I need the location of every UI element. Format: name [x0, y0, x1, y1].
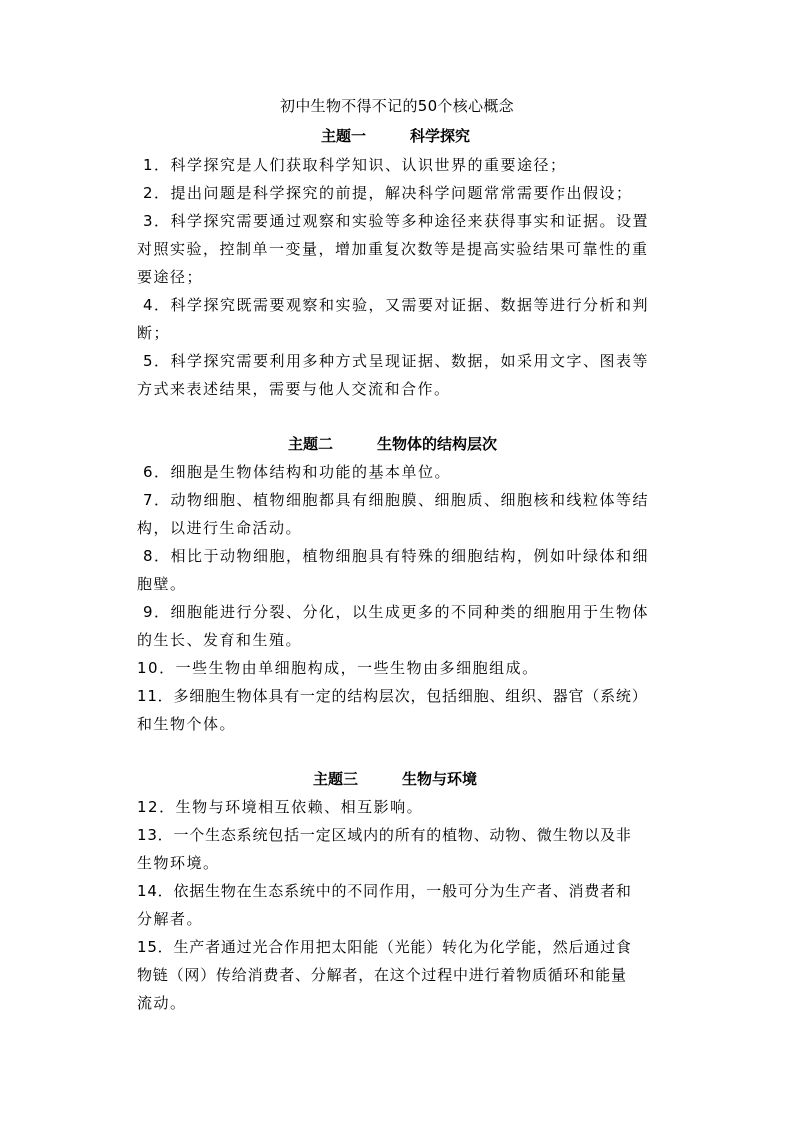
section-number: 主题三 [313, 770, 359, 788]
paragraph-line: 1．科学探究是人们获取科学知识、认识世界的重要途径； [143, 156, 567, 174]
paragraph-line: 断； [137, 324, 171, 342]
paragraph-line: 8．相比于动物细胞，植物细胞具有特殊的细胞结构，例如叶绿体和细 [143, 547, 650, 565]
section-heading-1 [321, 126, 470, 146]
section-name: 生物与环境 [402, 770, 478, 788]
paragraph-line: 胞壁。 [137, 575, 187, 593]
paragraph-line: 分解者。 [137, 910, 204, 928]
paragraph-line: 10．一些生物由单细胞构成，一些生物由多细胞组成。 [137, 659, 539, 677]
document-title: 初中生物不得不记的50个核心概念 [280, 97, 514, 115]
section-heading-2 [288, 434, 497, 454]
paragraph-line: 2．提出问题是科学探究的前提，解决科学问题常常需要作出假设； [143, 184, 633, 202]
section-number: 主题一 [321, 127, 367, 145]
paragraph-line: 对照实验，控制单一变量，增加重复次数等是提高实验结果可靠性的重 [137, 240, 649, 258]
paragraph-line: 11．多细胞生物体具有一定的结构层次，包括细胞、组织、器官（系统） [137, 687, 648, 705]
paragraph-line: 物链（网）传给消费者、分解者，在这个过程中进行着物质循环和能量 [137, 966, 627, 984]
paragraph-line: 6．细胞是生物体结构和功能的基本单位。 [143, 463, 452, 481]
paragraph-line: 7．动物细胞、植物细胞都具有细胞膜、细胞质、细胞核和线粒体等结 [143, 491, 650, 509]
paragraph-line: 的生长、发育和生殖。 [137, 631, 303, 649]
paragraph-line: 流动。 [137, 994, 187, 1012]
paragraph-line: 4．科学探究既需要观察和实验，又需要对证据、数据等进行分析和判 [143, 296, 650, 314]
paragraph-line: 要途径； [137, 268, 204, 286]
paragraph-line: 构，以进行生命活动。 [137, 519, 303, 537]
paragraph-line: 和生物个体。 [137, 715, 237, 733]
paragraph-line: 生物环境。 [137, 854, 220, 872]
section-name: 生物体的结构层次 [377, 435, 498, 453]
paragraph-line: 13．一个生态系统包括一定区域内的所有的植物、动物、微生物以及非 [137, 826, 632, 844]
paragraph-line: 5．科学探究需要利用多种方式呈现证据、数据，如采用文字、图表等 [143, 352, 650, 370]
section-name: 科学探究 [410, 127, 471, 145]
paragraph-line: 方式来表述结果，需要与他人交流和合作。 [137, 380, 451, 398]
paragraph-line: 3．科学探究需要通过观察和实验等多种途径来获得事实和证据。设置 [143, 212, 650, 230]
section-number: 主题二 [288, 435, 334, 453]
paragraph-line: 12．生物与环境相互依赖、相互影响。 [137, 798, 424, 816]
paragraph-line: 15．生产者通过光合作用把太阳能（光能）转化为化学能，然后通过食 [137, 938, 632, 956]
paragraph-line: 14．依据生物在生态系统中的不同作用，一般可分为生产者、消费者和 [137, 882, 632, 900]
paragraph-line: 9．细胞能进行分裂、分化，以生成更多的不同种类的细胞用于生物体 [143, 603, 650, 621]
section-heading-3 [313, 769, 477, 789]
